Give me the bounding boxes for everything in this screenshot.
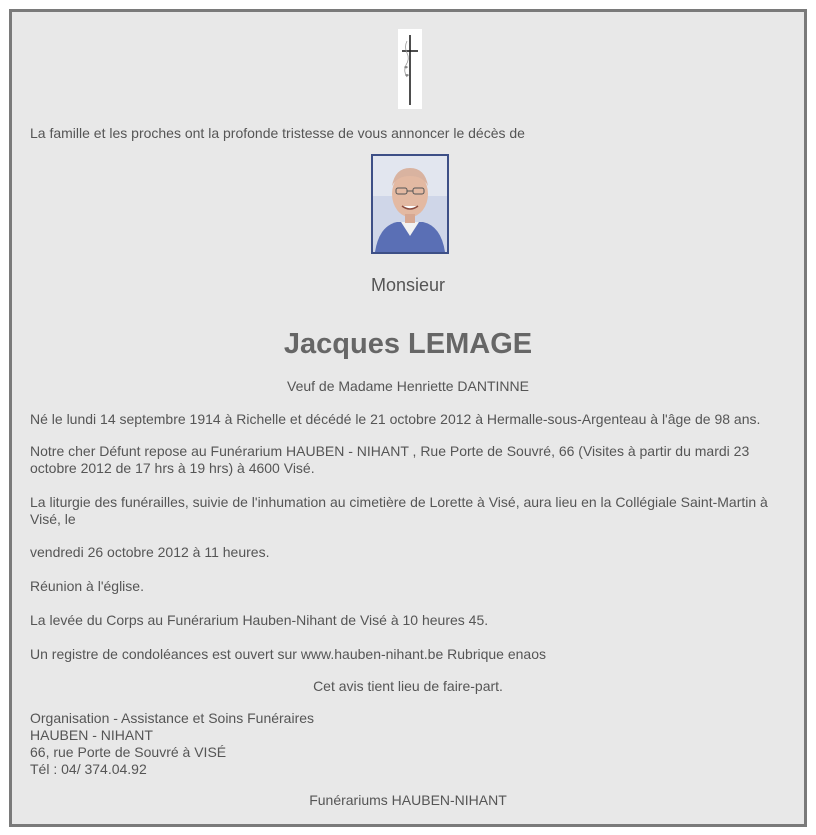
birth-death-paragraph: Né le lundi 14 septembre 1914 à Richelle et décédé le 21 octobre 2012 à Hermalle-sous-Argenteau à l'âge de 98 ans. (30, 411, 761, 427)
obituary-card (9, 9, 807, 827)
intro-text: La famille et les proches ont la profonde tristesse de vous annoncer le décès de (30, 125, 525, 141)
cross-icon (398, 29, 422, 109)
organisation-line: Organisation - Assistance et Soins Funéraires (30, 710, 315, 726)
repose-paragraph: Notre cher Défunt repose au Funérarium HAUBEN - NIHANT , Rue Porte de Souvré, 66 (Visites à partir du mardi 23 octobre 2012 de 17 hrs à 19 hrs) à 4600 Visé. (30, 443, 750, 476)
levee-text: La levée du Corps au Funérarium Hauben-Nihant de Visé à 10 heures 45. (30, 612, 489, 628)
deceased-name: Jacques LEMAGE (283, 328, 533, 360)
organisation-name: HAUBEN - NIHANT (30, 727, 153, 743)
organisation-phone: Tél : 04/ 374.04.92 (30, 761, 147, 777)
notice-text: Cet avis tient lieu de faire-part. (313, 678, 503, 694)
ceremony-date: vendredi 26 octobre 2012 à 11 heures. (30, 544, 270, 560)
footer-text: Funérariums HAUBEN-NIHANT (309, 792, 507, 808)
organisation-address: 66, rue Porte de Souvré à VISÉ (30, 744, 227, 760)
liturgy-paragraph: La liturgie des funérailles, suivie de l'inhumation au cimetière de Lorette à Visé, aura lieu en la Collégiale Saint-Martin à Visé, le (30, 494, 768, 527)
organisation-block (30, 710, 314, 778)
portrait-photo (371, 154, 449, 254)
honorific: Monsieur (370, 275, 446, 295)
reunion-text: Réunion à l'église. (30, 578, 144, 594)
registry-text: Un registre de condoléances est ouvert sur www.hauben-nihant.be Rubrique enaos (30, 646, 546, 662)
widower-line: Veuf de Madame Henriette DANTINNE (287, 378, 529, 394)
